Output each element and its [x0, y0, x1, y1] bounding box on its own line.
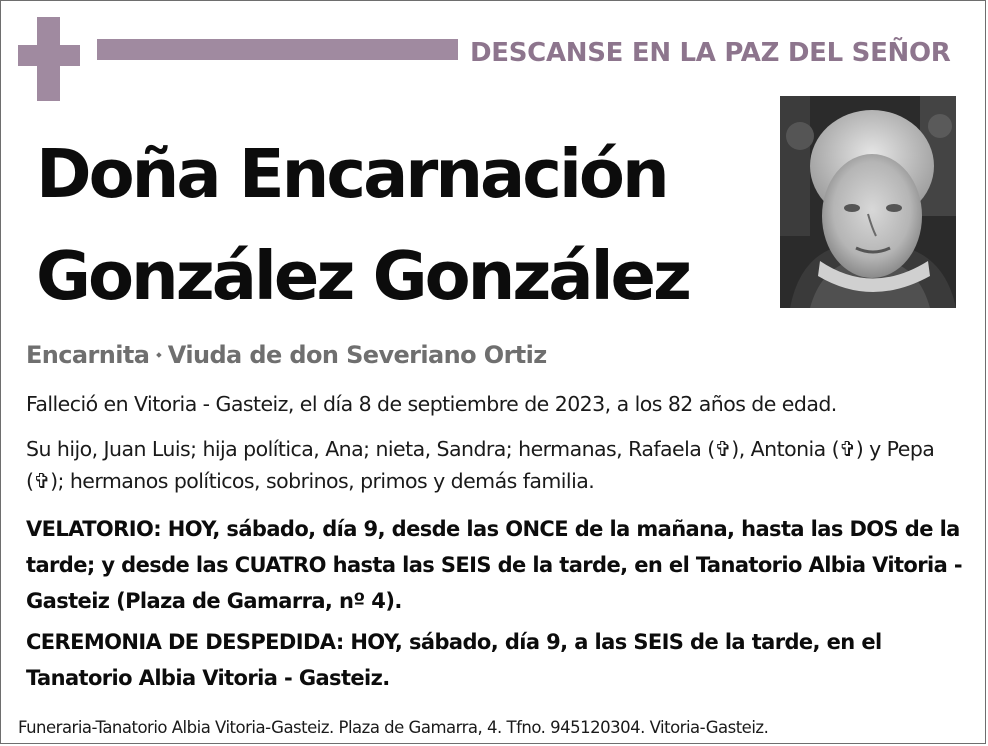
- velatorio-info: VELATORIO: HOY, sábado, día 9, desde las ONCE de la mañana, hasta las DOS de la tarde; y desde las CUATRO hasta las SEIS de la tarde, en el Tanatorio Albia Vitoria - Gasteiz (Plaza de Gamarra, nº 4).: [26, 517, 963, 613]
- header-bar: [97, 39, 458, 60]
- rip-heading: DESCANSE EN LA PAZ DEL SEÑOR: [470, 38, 951, 68]
- separator-diamond-icon: ⬩: [156, 347, 161, 363]
- deceased-name-line2: González González: [36, 237, 689, 315]
- subtitle: [26, 339, 547, 375]
- deceased-photo: [780, 96, 956, 308]
- deceased-name-line1: Doña Encarnación: [36, 135, 667, 213]
- cross-icon: [18, 17, 80, 101]
- death-notice: Falleció en Vitoria - Gasteiz, el día 8 de septiembre de 2023, a los 82 años de edad.: [26, 392, 837, 416]
- ceremonia-info: CEREMONIA DE DESPEDIDA: HOY, sábado, día 9, a las SEIS de la tarde, en el Tanatorio Albia Vitoria - Gasteiz.: [26, 630, 882, 690]
- nickname: Encarnita: [26, 341, 150, 369]
- spouse-note: Viuda de don Severiano Ortiz: [167, 341, 547, 369]
- funeral-home-footer: Funeraria-Tanatorio Albia Vitoria-Gasteiz. Plaza de Gamarra, 4. Tfno. 945120304. Vitoria-Gasteiz.: [18, 718, 769, 737]
- family-list: Su hijo, Juan Luis; hija política, Ana; nieta, Sandra; hermanas, Rafaela (✞), Antonia (✞) y Pepa (✞); hermanos políticos, sobrinos, primos y demás familia.: [26, 437, 935, 493]
